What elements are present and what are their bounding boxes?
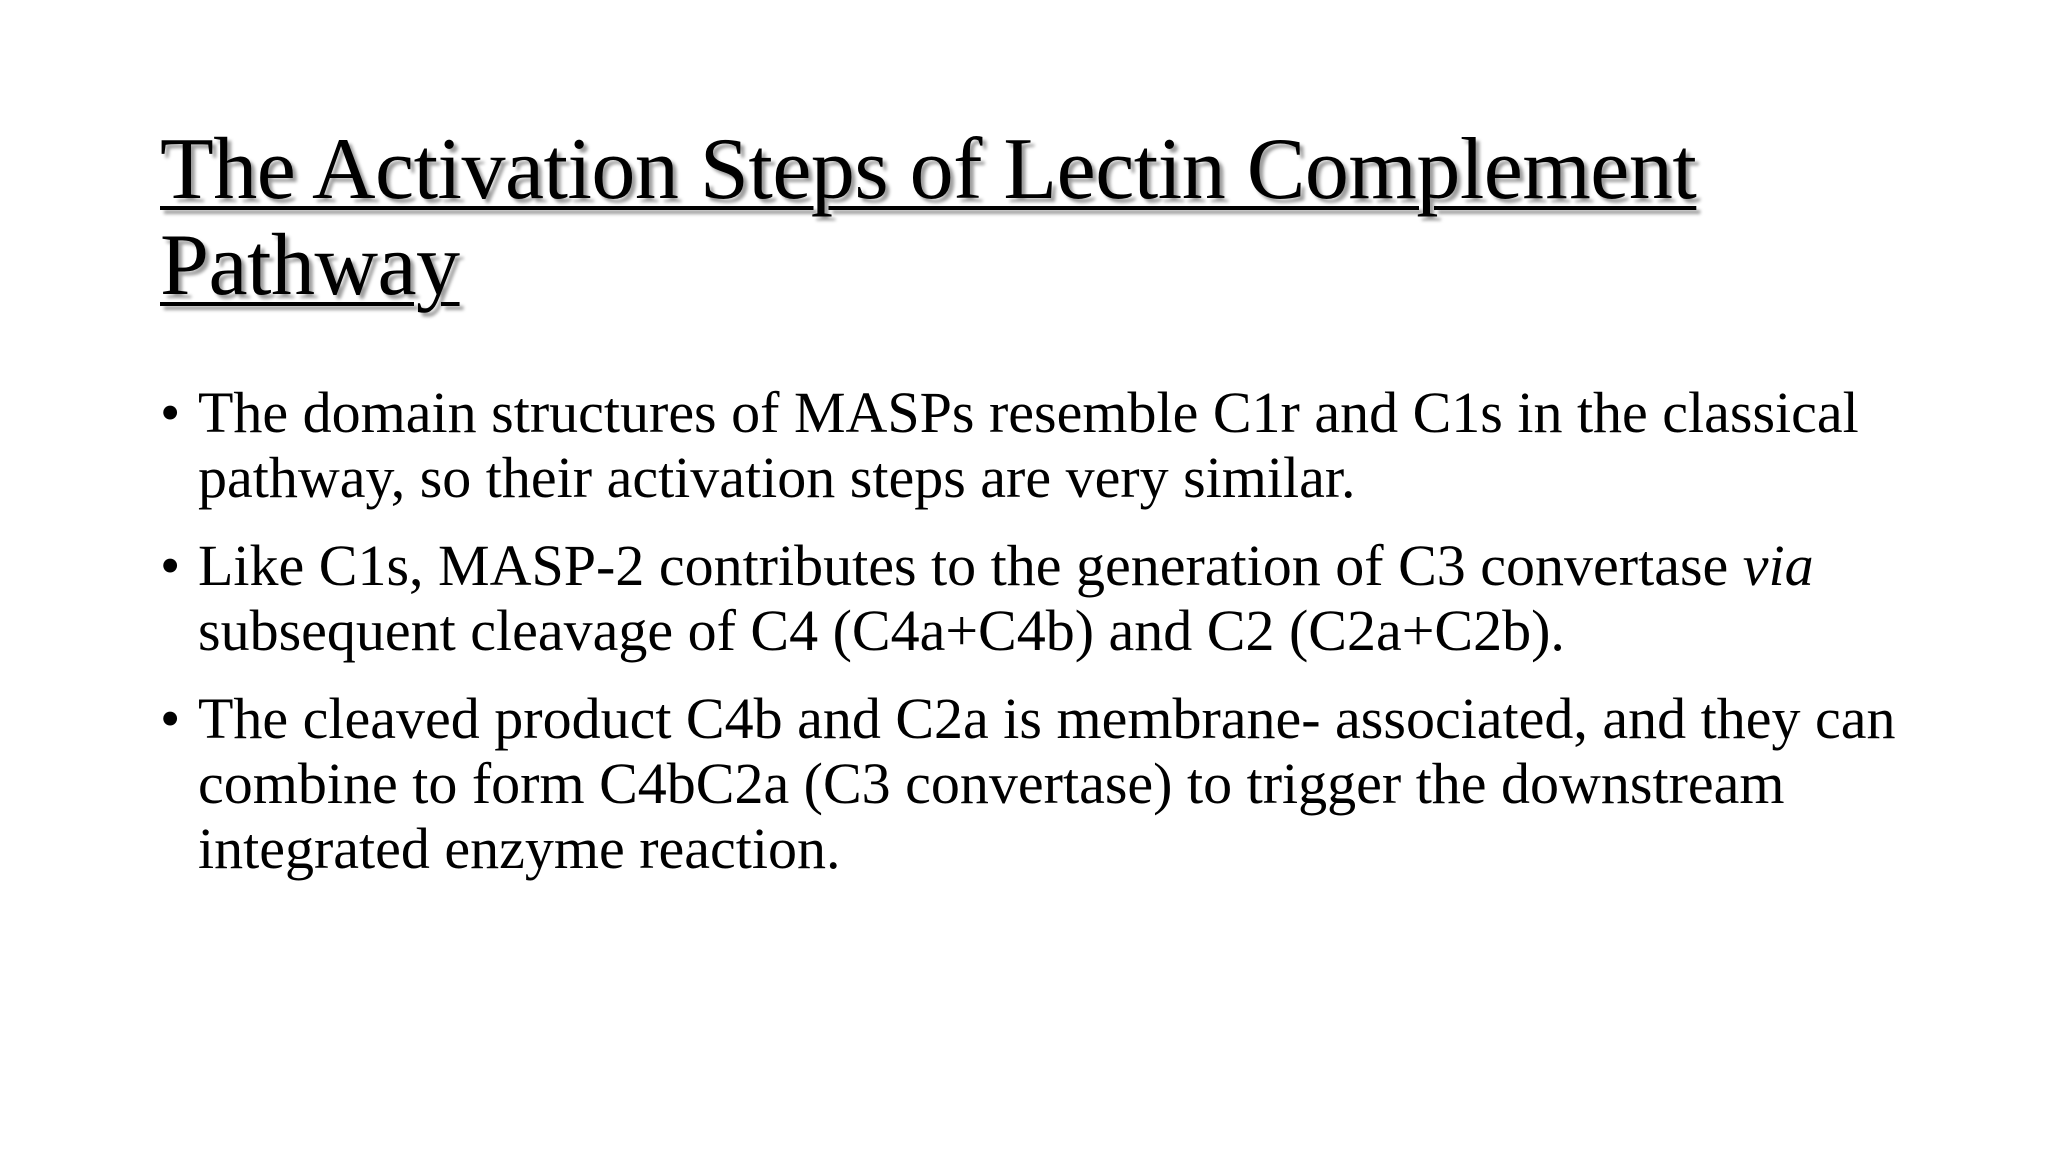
bullet-text: Like C1s, MASP-2 contributes to the generation of C3 convertase	[198, 533, 1743, 598]
bullet-list	[160, 380, 1920, 904]
bullet-item	[160, 686, 1920, 881]
bullet-text: The cleaved product C4b and C2a is membrane- associated, and they can combine to form C4bC2a (C3 convertase) to trigger the downstream integrated enzyme reaction.	[198, 686, 1896, 881]
bullet-text: subsequent cleavage of C4 (C4a+C4b) and C2 (C2a+C2b).	[198, 598, 1565, 663]
bullet-item	[160, 380, 1920, 510]
bullet-text-italic: via	[1742, 533, 1814, 598]
bullet-marker: •	[160, 686, 181, 751]
slide-title: The Activation Steps of Lectin Complement Pathway	[160, 121, 1697, 314]
bullet-text: The domain structures of MASPs resemble C1r and C1s in the classical pathway, so their activation steps are very similar.	[198, 380, 1859, 510]
bullet-marker: •	[160, 380, 181, 445]
bullet-marker: •	[160, 533, 181, 598]
bullet-item	[160, 533, 1920, 663]
